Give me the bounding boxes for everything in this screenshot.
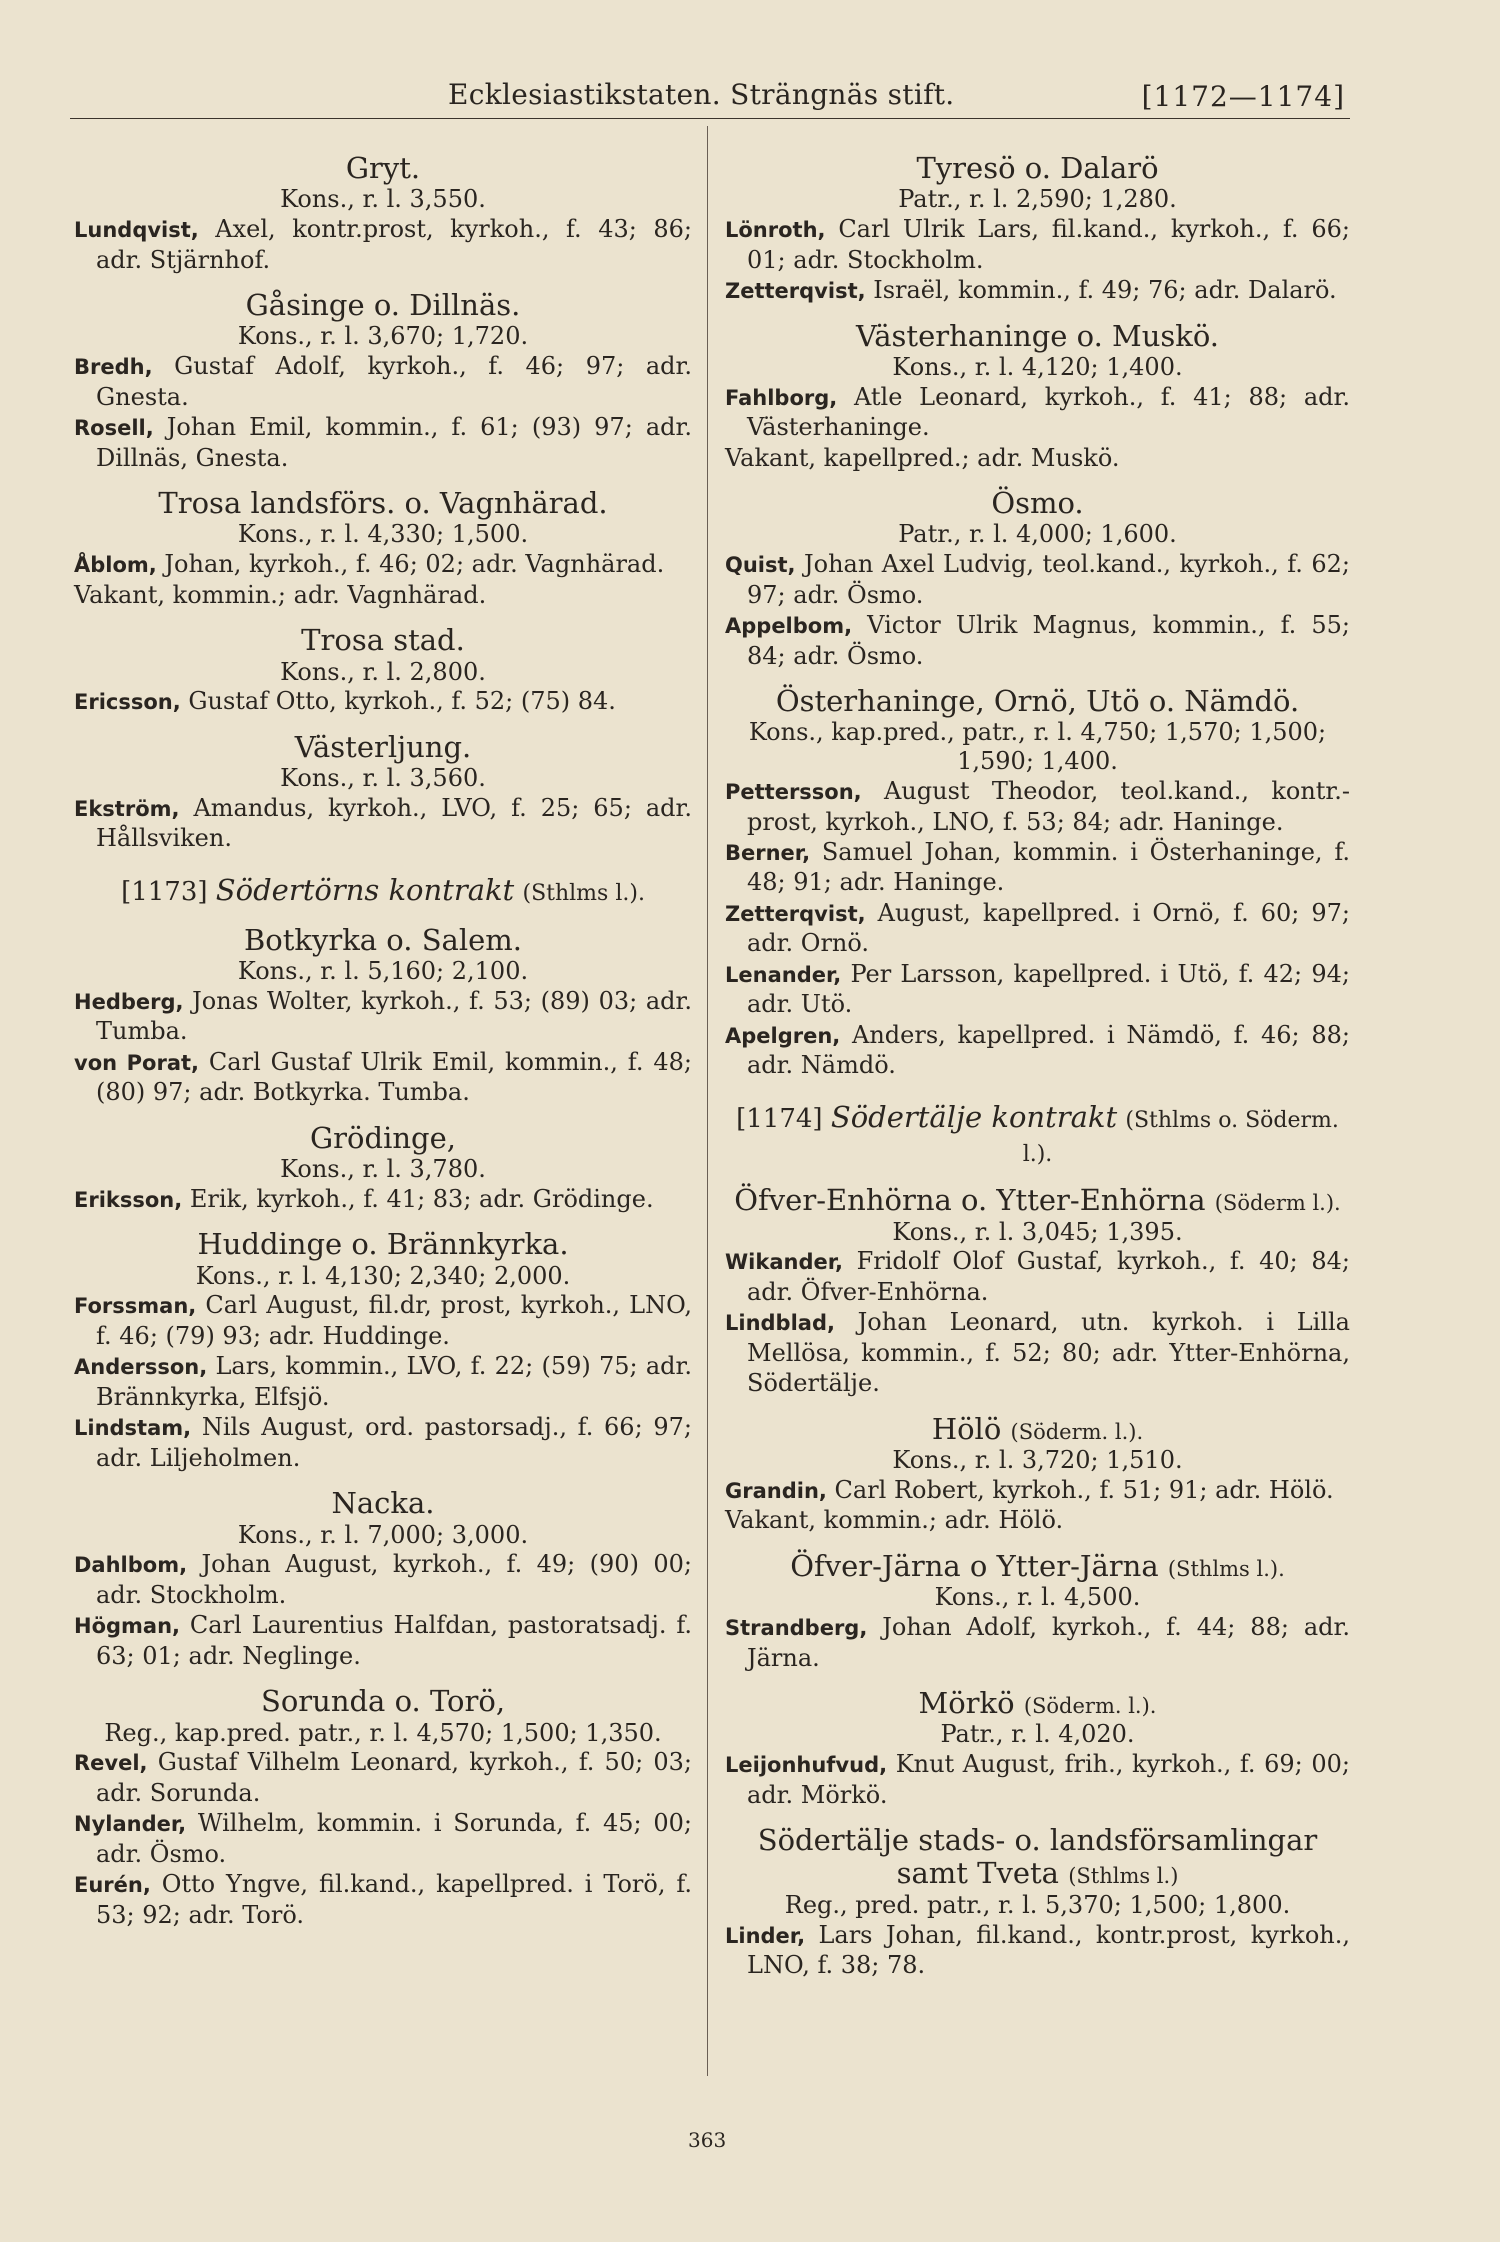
parish-name xyxy=(74,1122,692,1155)
parish-meta: Kons., r. l. 3,550. xyxy=(280,185,486,214)
clergy-entry xyxy=(725,1612,1350,1673)
section-name: Södertälje kontrakt xyxy=(830,1099,1118,1134)
right-column xyxy=(725,138,1350,1980)
page-header xyxy=(70,68,1350,119)
parish-meta: Patr., r. l. 4,000; 1,600. xyxy=(898,520,1177,549)
clergy-details: Lars, kommin., LVO, f. 22; (59) 75; adr. Brännkyrka, Elfsjö. xyxy=(96,1352,692,1411)
parish-name xyxy=(725,1184,1350,1217)
parish-title: Västerhaninge o. Muskö. xyxy=(855,318,1220,353)
clergy-surname: Bredh, xyxy=(74,355,153,380)
parish-title: Mörkö xyxy=(918,1685,1015,1720)
clergy-entry xyxy=(725,1246,1350,1307)
clergy-details: August Theodor, teol.kand., kontr.-prost, kyrkoh., LNO, f. 53; 84; adr. Haninge. xyxy=(747,777,1350,836)
parish-name xyxy=(725,320,1350,353)
clergy-surname: Fahlborg, xyxy=(725,385,838,410)
parish-block xyxy=(725,1184,1350,1398)
clergy-surname: Apelgren, xyxy=(725,1023,841,1048)
parish-block xyxy=(74,624,692,717)
parish-block xyxy=(74,487,692,610)
parish-meta: Kons., kap.pred., patr., r. l. 4,750; 1,570; 1,500; 1,590; 1,400. xyxy=(748,718,1327,776)
parish-meta: Kons., r. l. 7,000; 3,000. xyxy=(237,1520,529,1549)
parish-meta: Kons., r. l. 3,780. xyxy=(280,1155,486,1184)
clergy-entry xyxy=(725,382,1350,443)
parish-name xyxy=(725,1824,1350,1891)
parish-block xyxy=(74,1487,692,1671)
section-region: (Sthlms l.). xyxy=(522,880,645,906)
left-parishes xyxy=(74,152,692,854)
clergy-details: Jonas Wolter, kyrkoh., f. 53; (89) 03; adr. Tumba. xyxy=(96,986,692,1046)
right-parishes xyxy=(725,152,1350,1081)
parish-title: Sorunda o. Torö, xyxy=(260,1684,506,1719)
left-column xyxy=(74,138,692,1930)
parish-block xyxy=(725,1550,1350,1673)
parish-title: Tyresö o. Dalarö xyxy=(916,151,1159,185)
parish-title: Öfver-Enhörna o. Ytter-Enhörna xyxy=(734,1183,1206,1218)
parish-meta: Reg., kap.pred. patr., r. l. 4,570; 1,500; 1,350. xyxy=(104,1718,662,1747)
section-region: (Sthlms o. Söderm. l.). xyxy=(1022,1107,1339,1167)
clergy-entry xyxy=(725,1020,1350,1081)
parish-name xyxy=(725,1413,1350,1446)
clergy-surname: Revel, xyxy=(74,1751,148,1776)
parish-meta: Kons., r. l. 4,330; 1,500. xyxy=(237,520,529,549)
clergy-entry xyxy=(74,1808,692,1869)
parish-name xyxy=(74,1685,692,1718)
clergy-surname: Zetterqvist, xyxy=(725,901,866,926)
parish-block xyxy=(74,152,692,275)
parish-region: (Sthlms l.). xyxy=(1167,1556,1285,1581)
parish-block xyxy=(74,1122,692,1215)
parish-name xyxy=(725,685,1350,718)
parish-meta: Patr., r. l. 2,590; 1,280. xyxy=(898,185,1177,214)
clergy-entry xyxy=(725,898,1350,959)
running-title: Ecklesiastikstaten. Strängnäs stift. xyxy=(448,78,955,111)
parish-title: Grödinge, xyxy=(310,1120,456,1155)
clergy-entry xyxy=(74,549,692,579)
parish-block xyxy=(725,320,1350,474)
clergy-surname: Wikander, xyxy=(725,1250,843,1275)
clergy-details: Johan Axel Ludvig, teol.kand., kyrkoh., f. 62; 97; adr. Ösmo. xyxy=(747,550,1350,609)
parish-block xyxy=(725,1687,1350,1810)
clergy-surname: Rosell, xyxy=(74,416,154,441)
parish-meta: Kons., r. l. 4,130; 2,340; 2,000. xyxy=(195,1261,571,1290)
clergy-details: Vakant, kommin.; adr. Hölö. xyxy=(725,1506,1064,1535)
clergy-details: Fridolf Olof Gustaf, kyrkoh., f. 40; 84; adr. Öfver-Enhörna. xyxy=(747,1247,1350,1306)
parish-meta: Reg., pred. patr., r. l. 5,370; 1,500; 1,800. xyxy=(784,1890,1291,1919)
clergy-surname: Leijonhufvud, xyxy=(725,1753,888,1778)
parish-meta: Kons., r. l. 3,670; 1,720. xyxy=(237,322,529,351)
parish-name xyxy=(74,487,692,520)
clergy-entry xyxy=(725,837,1350,898)
clergy-entry xyxy=(74,1549,692,1610)
parish-name xyxy=(74,731,692,764)
section-heading-1173 xyxy=(74,872,692,910)
clergy-details: Wilhelm, kommin. i Sorunda, f. 45; 00; adr. Ösmo. xyxy=(96,1809,692,1868)
parish-region: (Söderm. l.). xyxy=(1010,1419,1144,1444)
clergy-entry xyxy=(74,1610,692,1671)
parish-meta: Kons., r. l. 3,720; 1,510. xyxy=(892,1446,1183,1475)
parish-block xyxy=(74,1685,692,1930)
parish-block xyxy=(74,731,692,854)
clergy-entry xyxy=(725,549,1350,610)
clergy-surname: Ericsson, xyxy=(74,690,181,715)
clergy-surname: Zetterqvist, xyxy=(725,279,866,304)
clergy-entry xyxy=(725,1920,1350,1981)
section-name: Södertörns kontrakt xyxy=(215,872,515,907)
clergy-entry xyxy=(725,214,1350,275)
clergy-details: Per Larsson, kapellpred. i Utö, f. 42; 94; adr. Utö. xyxy=(747,959,1350,1019)
parish-name xyxy=(74,289,692,322)
clergy-surname: Åblom, xyxy=(74,553,157,578)
section-heading-1174 xyxy=(725,1099,1350,1171)
clergy-details: Atle Leonard, kyrkoh., f. 41; 88; adr. Västerhaninge. xyxy=(747,382,1350,442)
clergy-surname: Berner, xyxy=(725,840,811,865)
clergy-details: Gustaf Otto, kyrkoh., f. 52; (75) 84. xyxy=(180,687,616,716)
parish-name xyxy=(725,152,1350,185)
parish-block xyxy=(74,1228,692,1473)
clergy-surname: Eurén, xyxy=(74,1873,151,1898)
clergy-surname: Lenander, xyxy=(725,962,842,987)
clergy-surname: Forssman, xyxy=(74,1294,197,1319)
clergy-details: Johan August, kyrkoh., f. 49; (90) 00; adr. Stockholm. xyxy=(96,1550,692,1609)
parish-meta: Kons., r. l. 4,120; 1,400. xyxy=(892,352,1183,381)
clergy-surname: Eriksson, xyxy=(74,1187,183,1212)
parish-block xyxy=(725,152,1350,306)
clergy-surname: von Porat, xyxy=(74,1050,200,1075)
clergy-details: Carl Robert, kyrkoh., f. 51; 91; adr. Hölö. xyxy=(826,1475,1334,1504)
clergy-surname: Lundqvist, xyxy=(74,218,199,243)
clergy-entry xyxy=(725,1505,1350,1535)
clergy-entry xyxy=(74,986,692,1047)
parish-name xyxy=(74,1228,692,1261)
parish-name xyxy=(725,1687,1350,1720)
parish-meta: Kons., r. l. 4,500. xyxy=(934,1583,1141,1612)
clergy-details: August, kapellpred. i Ornö, f. 60; 97; adr. Ornö. xyxy=(747,898,1350,958)
parish-title: Österhaninge, Ornö, Utö o. Nämdö. xyxy=(775,684,1300,719)
clergy-entry xyxy=(74,580,692,610)
clergy-entry xyxy=(725,1475,1350,1505)
parish-title: Huddinge o. Brännkyrka. xyxy=(197,1227,569,1262)
clergy-entry xyxy=(74,1351,692,1412)
section-number: [1173] xyxy=(121,876,208,907)
clergy-surname: Nylander, xyxy=(74,1812,187,1837)
clergy-details: Anders, kapellpred. i Nämdö, f. 46; 88; adr. Nämdö. xyxy=(747,1020,1350,1080)
clergy-surname: Ekström, xyxy=(74,796,180,821)
parish-name xyxy=(74,1487,692,1520)
clergy-details: Samuel Johan, kommin. i Österhaninge, f. 48; 91; adr. Haninge. xyxy=(747,837,1350,897)
parish-name xyxy=(74,924,692,957)
clergy-entry xyxy=(74,686,692,716)
clergy-surname: Lindstam, xyxy=(74,1416,192,1441)
clergy-details: Knut August, frih., kyrkoh., f. 69; 00; adr. Mörkö. xyxy=(747,1750,1350,1809)
parish-region: (Sthlms l.) xyxy=(1068,1864,1179,1889)
clergy-details: Gustaf Adolf, kyrkoh., f. 46; 97; adr. Gnesta. xyxy=(96,352,692,411)
clergy-surname: Pettersson, xyxy=(725,780,862,805)
clergy-details: Erik, kyrkoh., f. 41; 83; adr. Grödinge. xyxy=(182,1184,654,1213)
parish-block xyxy=(74,289,692,473)
parish-block xyxy=(725,1824,1350,1980)
parish-meta: Kons., r. l. 2,800. xyxy=(280,657,486,686)
clergy-details: Carl August, fil.dr, prost, kyrkoh., LNO, f. 46; (79) 93; adr. Huddinge. xyxy=(96,1291,692,1350)
clergy-entry xyxy=(74,793,692,854)
clergy-surname: Hedberg, xyxy=(74,989,184,1014)
parish-block xyxy=(725,685,1350,1081)
parish-title: Gåsinge o. Dillnäs. xyxy=(245,288,521,323)
right-parishes-2 xyxy=(725,1184,1350,1980)
parish-title: Västerljung. xyxy=(294,729,472,764)
clergy-details: Amandus, kyrkoh., LVO, f. 25; 65; adr. Hållsviken. xyxy=(96,793,692,853)
parish-title: Hölö xyxy=(931,1411,1002,1446)
clergy-surname: Grandin, xyxy=(725,1478,827,1503)
section-number: [1174] xyxy=(736,1103,823,1134)
clergy-details: Otto Yngve, fil.kand., kapellpred. i Torö, f. 53; 92; adr. Torö. xyxy=(96,1870,692,1929)
clergy-details: Nils August, ord. pastorsadj., f. 66; 97; adr. Liljeholmen. xyxy=(96,1413,692,1472)
parish-name xyxy=(74,624,692,657)
clergy-entry xyxy=(74,1184,692,1214)
parish-title: Nacka. xyxy=(331,1486,435,1521)
clergy-details: Johan Emil, kommin., f. 61; (93) 97; adr. Dillnäs, Gnesta. xyxy=(96,413,692,472)
clergy-entry xyxy=(74,1412,692,1473)
clergy-entry xyxy=(74,351,692,412)
clergy-surname: Lindblad, xyxy=(725,1311,835,1336)
clergy-details: Johan, kyrkoh., f. 46; 02; adr. Vagnhärad. xyxy=(156,550,665,579)
clergy-surname: Dahlbom, xyxy=(74,1553,188,1578)
clergy-entry xyxy=(725,610,1350,671)
clergy-entry xyxy=(725,275,1350,305)
clergy-details: Carl Laurentius Halfdan, pastoratsadj. f. 63; 01; adr. Neglinge. xyxy=(96,1611,692,1670)
clergy-details: Israël, kommin., f. 49; 76; adr. Dalarö. xyxy=(865,276,1337,305)
clergy-details: Vakant, kommin.; adr. Vagnhärad. xyxy=(74,580,487,609)
parish-title: Gryt. xyxy=(345,151,421,185)
clergy-details: Lars Johan, fil.kand., kontr.prost, kyrkoh., LNO, f. 38; 78. xyxy=(747,1920,1350,1979)
parish-name xyxy=(725,487,1350,520)
clergy-entry xyxy=(725,443,1350,473)
clergy-surname: Andersson, xyxy=(74,1355,208,1380)
column-divider xyxy=(707,126,708,2076)
clergy-details: Carl Gustaf Ulrik Emil, kommin., f. 48; (80) 97; adr. Botkyrka. Tumba. xyxy=(96,1047,692,1107)
parish-name xyxy=(725,1550,1350,1583)
clergy-details: Vakant, kapellpred.; adr. Muskö. xyxy=(725,443,1120,472)
clergy-entry xyxy=(74,1290,692,1351)
left-parishes-2 xyxy=(74,924,692,1931)
clergy-entry xyxy=(74,1747,692,1808)
page-number: 363 xyxy=(688,2128,727,2152)
parish-region: (Söderm. l.). xyxy=(1023,1693,1157,1718)
clergy-entry xyxy=(725,959,1350,1020)
clergy-surname: Appelbom, xyxy=(725,614,853,639)
clergy-details: Carl Ulrik Lars, fil.kand., kyrkoh., f. 66; 01; adr. Stockholm. xyxy=(747,215,1350,274)
clergy-entry xyxy=(725,1307,1350,1398)
parish-region: (Söderm l.). xyxy=(1214,1191,1341,1216)
clergy-entry xyxy=(74,214,692,275)
parish-title: Ösmo. xyxy=(991,486,1084,521)
clergy-details: Johan Adolf, kyrkoh., f. 44; 88; adr. Järna. xyxy=(747,1613,1350,1672)
parish-title: Södertälje stads- o. landsförsamlingar samt Tveta xyxy=(757,1823,1318,1891)
parish-meta: Kons., r. l. 3,560. xyxy=(280,764,486,793)
clergy-entry xyxy=(74,1869,692,1930)
clergy-entry xyxy=(725,776,1350,837)
parish-title: Trosa stad. xyxy=(301,623,465,658)
clergy-entry xyxy=(725,1749,1350,1810)
clergy-surname: Lönroth, xyxy=(725,218,826,243)
parish-name xyxy=(74,152,692,185)
clergy-surname: Linder, xyxy=(725,1923,806,1948)
clergy-surname: Quist, xyxy=(725,553,796,578)
parish-block xyxy=(725,1413,1350,1536)
parish-meta: Kons., r. l. 3,045; 1,395. xyxy=(892,1217,1183,1246)
clergy-surname: Högman, xyxy=(74,1614,181,1639)
clergy-entry xyxy=(74,1047,692,1108)
clergy-details: Axel, kontr.prost, kyrkoh., f. 43; 86; adr. Stjärnhof. xyxy=(96,215,692,274)
parish-meta: Patr., r. l. 4,020. xyxy=(940,1720,1135,1749)
parish-block xyxy=(74,924,692,1108)
parish-title: Öfver-Järna o Ytter-Järna xyxy=(790,1548,1159,1583)
parish-title: Botkyrka o. Salem. xyxy=(243,922,523,957)
clergy-surname: Strandberg, xyxy=(725,1616,868,1641)
clergy-details: Gustaf Vilhelm Leonard, kyrkoh., f. 50; 03; adr. Sorunda. xyxy=(96,1748,692,1807)
section-range: [1172—1174] xyxy=(1141,80,1345,113)
clergy-details: Johan Leonard, utn. kyrkoh. i Lilla Mellösa, kommin., f. 52; 80; adr. Ytter-Enhörna, Södertälje. xyxy=(747,1308,1350,1398)
parish-block xyxy=(725,487,1350,671)
clergy-entry xyxy=(74,412,692,473)
clergy-details: Victor Ulrik Magnus, kommin., f. 55; 84; adr. Ösmo. xyxy=(747,611,1350,670)
parish-meta: Kons., r. l. 5,160; 2,100. xyxy=(237,957,529,985)
parish-title: Trosa landsförs. o. Vagnhärad. xyxy=(158,486,608,521)
